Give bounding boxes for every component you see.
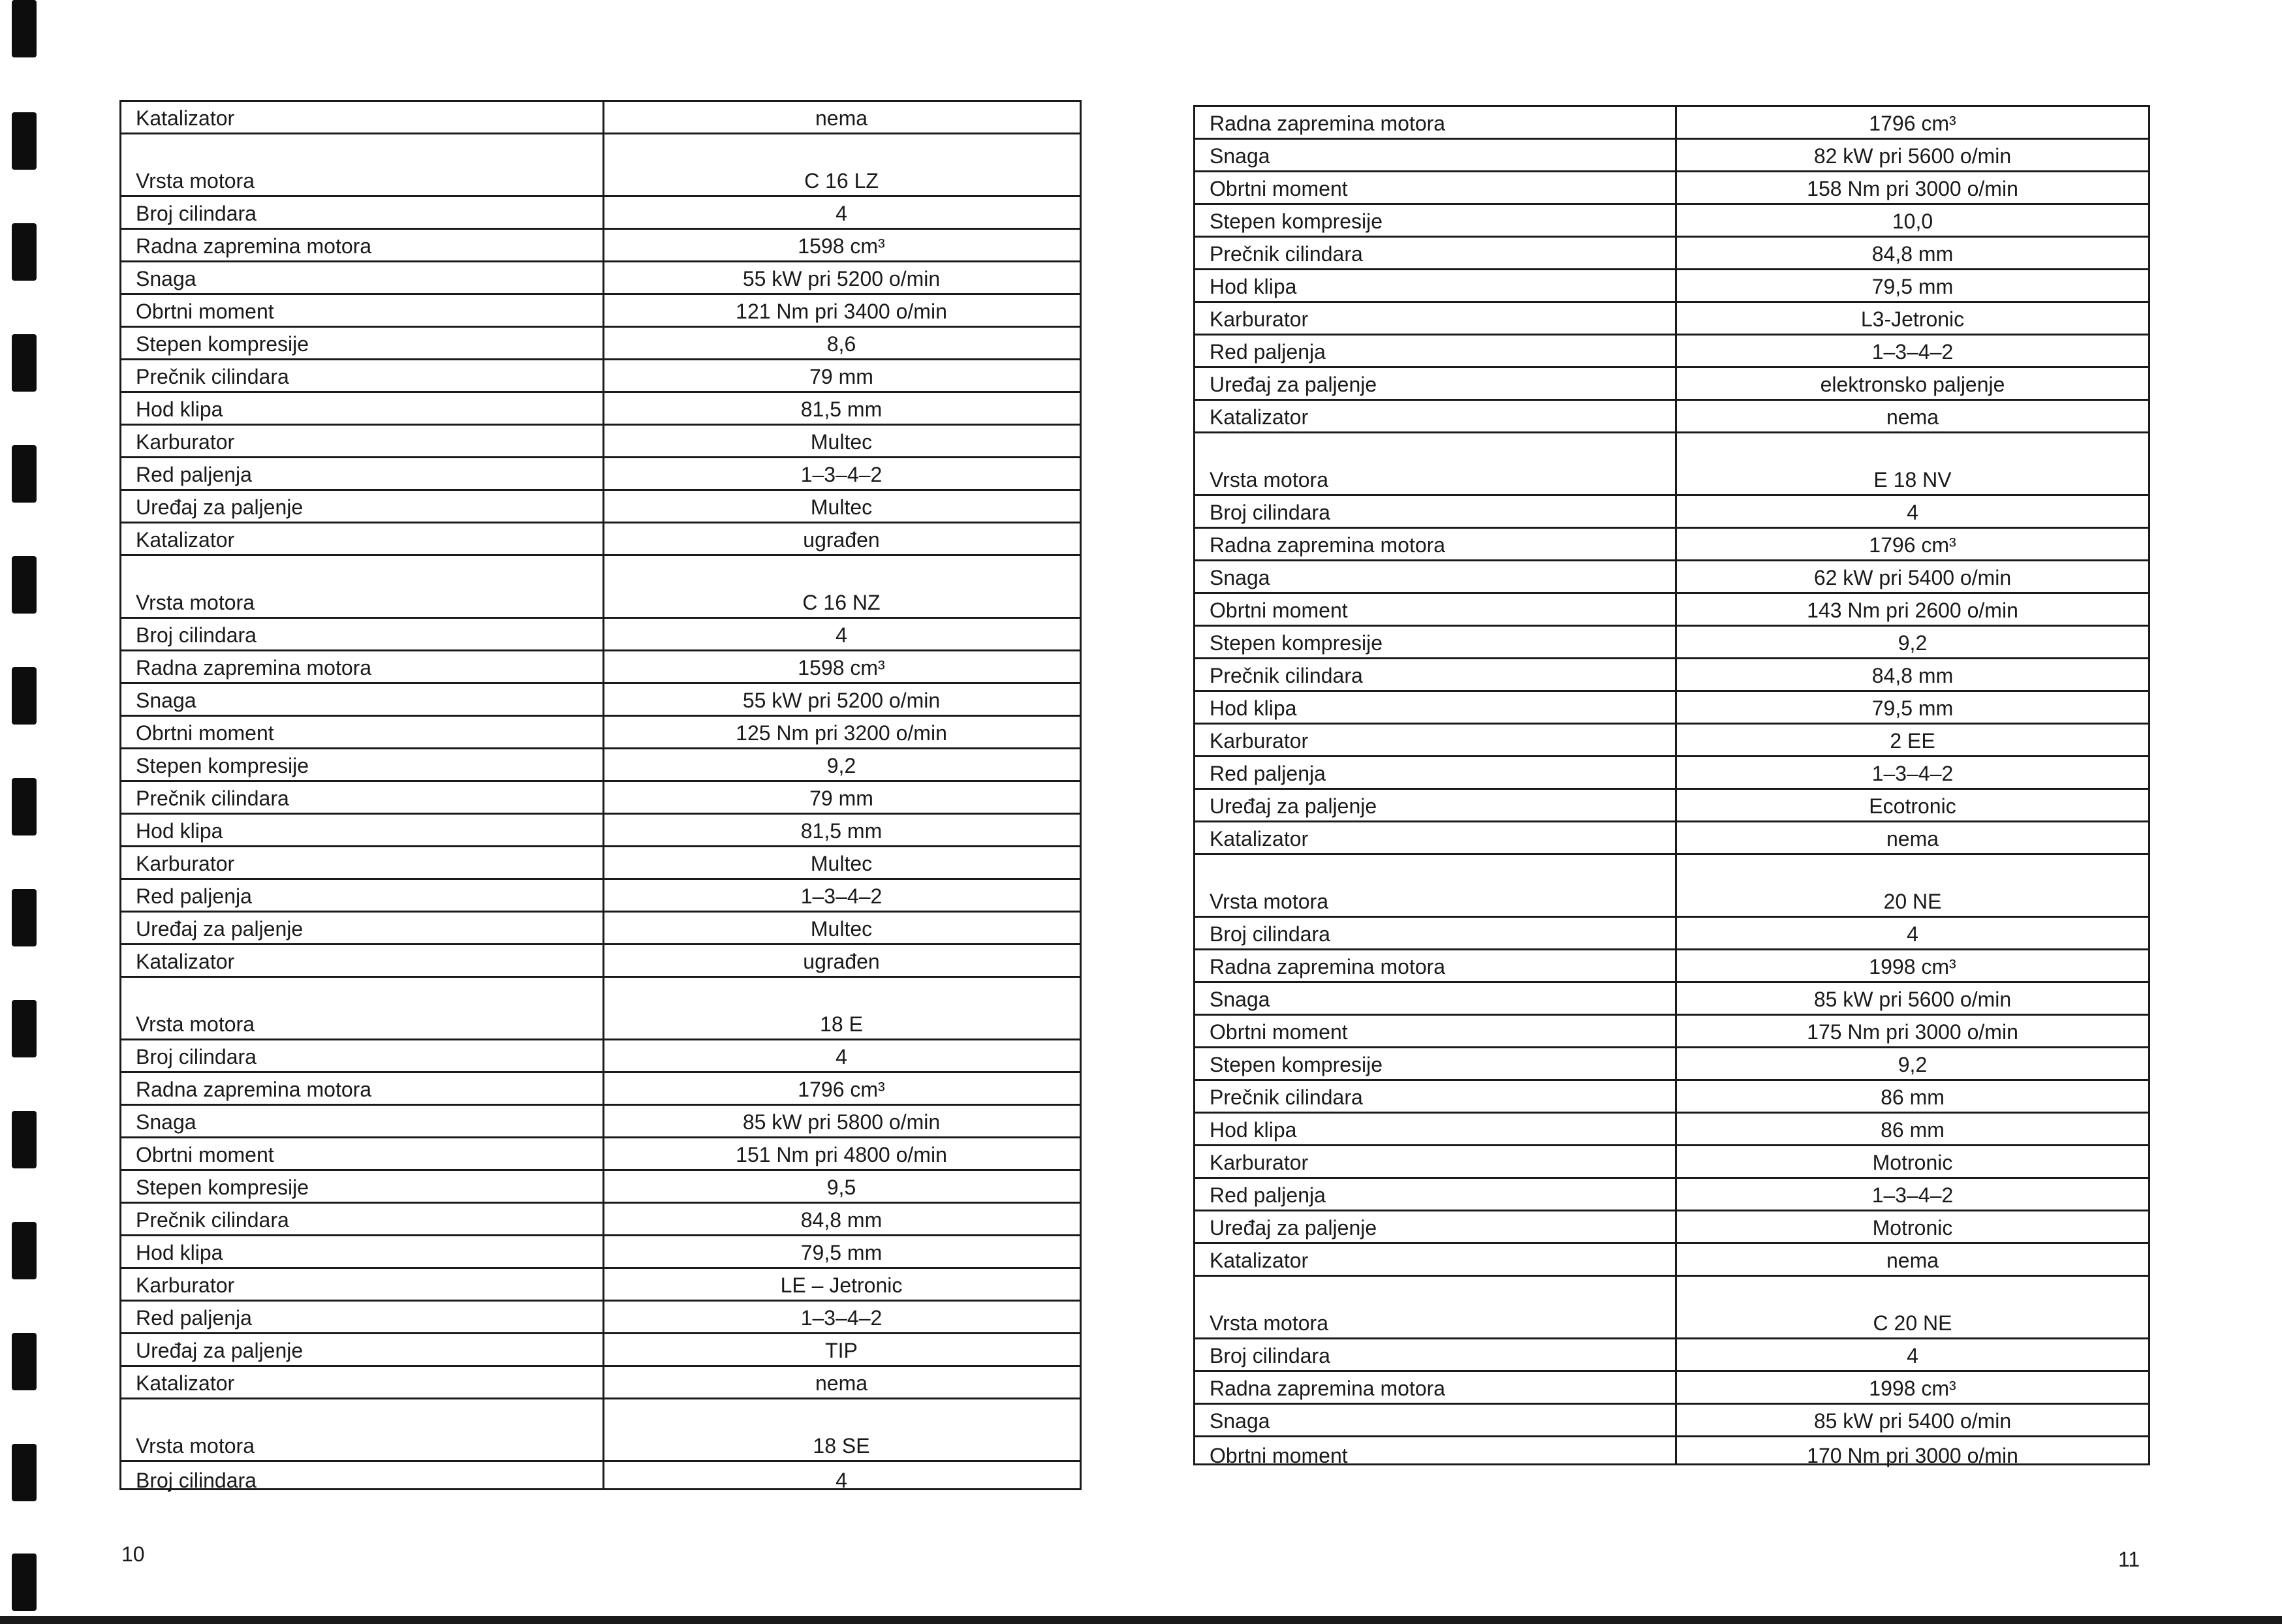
page-number-right: 11 (2118, 1548, 2140, 1571)
spec-label: Vrsta motora (136, 591, 255, 614)
spec-value: ugrađen (803, 528, 880, 552)
spec-row (121, 1334, 1080, 1367)
spec-label: Vrsta motora (136, 169, 255, 193)
engine-spec-table-right (1193, 105, 2150, 1465)
spec-label: Radna zapremina motora (1210, 955, 1446, 978)
spec-label: Uređaj za paljenje (136, 495, 304, 519)
spec-label: Obrtni moment (1210, 1020, 1348, 1044)
spec-label: Broj cilindara (136, 1045, 257, 1069)
spec-row (1195, 529, 2148, 561)
spec-label: Broj cilindara (136, 1469, 257, 1492)
spec-label: Katalizator (136, 528, 235, 552)
spec-value: 82 kW pri 5600 o/min (1813, 144, 2012, 168)
page-bottom-edge (0, 1616, 2282, 1624)
spec-row (1195, 594, 2148, 627)
binding-hole (12, 556, 37, 614)
spec-value: Multec (810, 495, 873, 519)
spec-value: 84,8 mm (1871, 242, 1954, 266)
spec-row (121, 1399, 1080, 1462)
spec-label: Karburator (1210, 307, 1309, 331)
spec-label: Red paljenja (1210, 1183, 1326, 1207)
spec-label: Obrtni moment (136, 1143, 274, 1166)
spec-row (1195, 140, 2148, 172)
spec-row (1195, 659, 2148, 692)
spec-row (121, 197, 1080, 230)
spec-value: 85 kW pri 5800 o/min (742, 1110, 941, 1134)
spec-value: 79,5 mm (1871, 275, 1954, 298)
spec-value: C 16 LZ (804, 169, 879, 193)
spec-value: 9,5 (826, 1176, 856, 1199)
spec-label: Radna zapremina motora (136, 234, 372, 258)
spec-label: Red paljenja (136, 1306, 252, 1330)
spec-row (121, 1171, 1080, 1204)
spec-label: Stepen kompresije (1210, 1053, 1383, 1076)
spec-row (121, 1269, 1080, 1302)
spec-row (1195, 692, 2148, 725)
spec-value: 81,5 mm (800, 398, 883, 421)
spec-label: Katalizator (136, 950, 235, 973)
spec-row (121, 1236, 1080, 1269)
spec-value: 158 Nm pri 3000 o/min (1807, 177, 2018, 200)
spec-value: elektronsko paljenje (1820, 373, 2005, 396)
spec-value: 4 (836, 1469, 847, 1492)
spec-value: 1–3–4–2 (1871, 1183, 1954, 1207)
spec-value: 18 E (820, 1012, 863, 1036)
spec-row (1195, 238, 2148, 270)
spec-row (1195, 790, 2148, 822)
spec-label: Radna zapremina motora (1210, 112, 1446, 135)
spec-value: nema (815, 106, 868, 130)
spec-label: Obrtni moment (1210, 1444, 1348, 1467)
binding-hole (12, 889, 37, 946)
spec-row (1195, 336, 2148, 368)
spec-value: 1796 cm³ (1869, 112, 1956, 135)
spec-label: Obrtni moment (136, 300, 274, 323)
spec-row (121, 523, 1080, 556)
spec-value: 1998 cm³ (1869, 955, 1956, 978)
spec-value: 143 Nm pri 2600 o/min (1807, 599, 2018, 622)
spec-row (1195, 822, 2148, 855)
spec-label: Hod klipa (136, 1241, 223, 1264)
spec-row (121, 393, 1080, 426)
spec-value: nema (815, 1371, 868, 1395)
spec-value: 2 EE (1890, 729, 1935, 753)
spec-value: 20 NE (1883, 890, 1942, 913)
spec-value: 125 Nm pri 3200 o/min (736, 721, 947, 745)
spec-label: Red paljenja (136, 463, 252, 486)
spec-label: Broj cilindara (136, 623, 257, 647)
spec-label: Radna zapremina motora (1210, 533, 1446, 557)
spec-row (1195, 855, 2148, 918)
spec-value: 175 Nm pri 3000 o/min (1807, 1020, 2018, 1044)
spec-label: Uređaj za paljenje (1210, 794, 1377, 818)
spec-row (1195, 1277, 2148, 1339)
spec-row (1195, 368, 2148, 401)
spec-value: 55 kW pri 5200 o/min (742, 267, 941, 290)
binding-hole (12, 778, 37, 835)
spec-row (1195, 433, 2148, 496)
spec-value: 4 (836, 1045, 847, 1069)
spec-value: Motronic (1872, 1216, 1953, 1240)
spec-label: Red paljenja (136, 884, 252, 908)
spec-label: Snaga (1210, 144, 1270, 168)
spec-value: 1–3–4–2 (800, 463, 883, 486)
binding-hole (12, 1222, 37, 1279)
spec-label: Prečnik cilindara (136, 787, 289, 810)
spec-row (121, 328, 1080, 360)
spec-value: Motronic (1872, 1151, 1953, 1174)
spec-value: 4 (836, 623, 847, 647)
spec-row (1195, 1016, 2148, 1048)
spec-row (121, 295, 1080, 328)
spec-label: Radna zapremina motora (1210, 1377, 1446, 1400)
binding-hole (12, 1000, 37, 1057)
spec-label: Vrsta motora (1210, 468, 1328, 492)
spec-row (121, 1367, 1080, 1399)
spec-row (121, 847, 1080, 880)
spec-row (1195, 1114, 2148, 1146)
spec-row (1195, 1437, 2148, 1470)
spec-row (121, 978, 1080, 1040)
spec-value: 10,0 (1892, 210, 1933, 233)
spec-label: Katalizator (136, 106, 235, 130)
spec-value: C 20 NE (1873, 1311, 1952, 1335)
spec-value: 86 mm (1881, 1118, 1945, 1142)
spec-label: Hod klipa (1210, 696, 1297, 720)
spec-label: Broj cilindara (1210, 922, 1330, 946)
spec-label: Snaga (136, 1110, 196, 1134)
spec-row (121, 782, 1080, 815)
spec-value: 85 kW pri 5400 o/min (1813, 1409, 2012, 1433)
spec-label: Snaga (1210, 566, 1270, 589)
spec-label: Broj cilindara (1210, 501, 1330, 524)
spec-label: Snaga (1210, 988, 1270, 1011)
spec-row (121, 1138, 1080, 1171)
spec-value: 79,5 mm (1871, 696, 1954, 720)
spec-row (1195, 270, 2148, 303)
spec-label: Uređaj za paljenje (136, 1339, 304, 1362)
spec-value: nema (1886, 827, 1939, 851)
spec-label: Radna zapremina motora (136, 656, 372, 679)
spec-value: 1998 cm³ (1869, 1377, 1956, 1400)
page-number-left: 10 (121, 1542, 145, 1566)
spec-label: Red paljenja (1210, 762, 1326, 785)
spec-label: Obrtni moment (1210, 599, 1348, 622)
spec-row (121, 1204, 1080, 1236)
spec-label: Snaga (136, 689, 196, 712)
spec-row (1195, 950, 2148, 983)
spec-value: 86 mm (1881, 1085, 1945, 1109)
spec-row (1195, 561, 2148, 594)
spec-row (1195, 1339, 2148, 1372)
spec-row (121, 684, 1080, 717)
spec-value: 8,6 (826, 332, 856, 356)
spec-row (1195, 1179, 2148, 1211)
spec-label: Uređaj za paljenje (1210, 1216, 1377, 1240)
spec-value: 9,2 (1898, 631, 1928, 655)
spec-row (121, 1106, 1080, 1138)
spec-row (1195, 1146, 2148, 1179)
spec-row (121, 619, 1080, 651)
spec-value: 170 Nm pri 3000 o/min (1807, 1444, 2018, 1467)
spec-value: nema (1886, 405, 1939, 429)
spec-value: 79 mm (809, 365, 873, 388)
spec-value: C 16 NZ (802, 591, 881, 614)
spec-label: Stepen kompresije (136, 754, 309, 777)
spec-value: 85 kW pri 5600 o/min (1813, 988, 2012, 1011)
spec-label: Katalizator (136, 1371, 235, 1395)
binding-hole (12, 1333, 37, 1390)
spec-row (121, 134, 1080, 197)
spec-row (1195, 725, 2148, 757)
spec-row (121, 1462, 1080, 1495)
spec-label: Stepen kompresije (136, 332, 309, 356)
spec-label: Stepen kompresije (136, 1176, 309, 1199)
spec-row (121, 556, 1080, 619)
spec-row (1195, 401, 2148, 433)
spec-value: 4 (1907, 501, 1918, 524)
spec-row (121, 815, 1080, 847)
spec-label: Karburator (136, 1273, 235, 1297)
spec-label: Stepen kompresije (1210, 210, 1383, 233)
spec-row (1195, 1048, 2148, 1081)
spec-label: Uređaj za paljenje (1210, 373, 1377, 396)
spec-row (121, 360, 1080, 393)
spec-label: Vrsta motora (136, 1434, 255, 1458)
spec-row (1195, 1372, 2148, 1405)
binding-hole (12, 1111, 37, 1168)
spec-row (121, 1040, 1080, 1073)
spec-value: 4 (1907, 1344, 1918, 1367)
spec-label: Katalizator (1210, 1249, 1309, 1272)
spec-label: Vrsta motora (1210, 890, 1328, 913)
spec-label: Karburator (136, 852, 235, 875)
spec-value: 1–3–4–2 (800, 1306, 883, 1330)
spec-label: Red paljenja (1210, 340, 1326, 364)
spec-row (121, 458, 1080, 491)
spec-value: Multec (810, 430, 873, 454)
spec-row (1195, 205, 2148, 238)
spec-row (121, 749, 1080, 782)
spec-value: 1796 cm³ (1869, 533, 1956, 557)
spec-label: Obrtni moment (1210, 177, 1348, 200)
spec-row (1195, 1081, 2148, 1114)
spec-label: Hod klipa (136, 819, 223, 843)
spec-value: 62 kW pri 5400 o/min (1813, 566, 2012, 589)
binding-hole (12, 1444, 37, 1501)
spec-label: Prečnik cilindara (1210, 664, 1363, 687)
spec-row (121, 230, 1080, 262)
spec-value: 1598 cm³ (798, 656, 885, 679)
spec-row (1195, 983, 2148, 1016)
spec-value: 9,2 (826, 754, 856, 777)
spec-value: 9,2 (1898, 1053, 1928, 1076)
spec-label: Stepen kompresije (1210, 631, 1383, 655)
spec-value: 151 Nm pri 4800 o/min (736, 1143, 947, 1166)
spec-row (1195, 107, 2148, 140)
spec-value: 4 (1907, 922, 1918, 946)
spec-label: Radna zapremina motora (136, 1078, 372, 1101)
binding-hole (12, 667, 37, 725)
spec-value: 121 Nm pri 3400 o/min (736, 300, 947, 323)
binding-holes (12, 0, 37, 1624)
spec-label: Hod klipa (136, 398, 223, 421)
spec-label: Uređaj za paljenje (136, 917, 304, 941)
spec-row (1195, 1244, 2148, 1277)
spec-value: 84,8 mm (800, 1208, 883, 1232)
spec-label: Broj cilindara (1210, 1344, 1330, 1367)
spec-value: 1–3–4–2 (800, 884, 883, 908)
spec-label: Hod klipa (1210, 1118, 1297, 1142)
spec-label: Karburator (1210, 1151, 1309, 1174)
spec-label: Snaga (1210, 1409, 1270, 1433)
spec-label: Karburator (136, 430, 235, 454)
spec-value: 1796 cm³ (798, 1078, 885, 1101)
spec-row (121, 651, 1080, 684)
spec-label: Katalizator (1210, 405, 1309, 429)
spec-value: 18 SE (813, 1434, 870, 1458)
spec-label: Prečnik cilindara (136, 1208, 289, 1232)
spec-row (1195, 172, 2148, 205)
spec-value: E 18 NV (1873, 468, 1952, 492)
spec-row (121, 1073, 1080, 1106)
engine-spec-table-left (119, 100, 1082, 1490)
spec-value: nema (1886, 1249, 1939, 1272)
spec-label: Hod klipa (1210, 275, 1297, 298)
spec-value: 4 (836, 202, 847, 225)
spec-label: Prečnik cilindara (1210, 242, 1363, 266)
spec-row (1195, 627, 2148, 659)
spec-value: ugrađen (803, 950, 880, 973)
binding-hole (12, 1554, 37, 1611)
binding-hole (12, 445, 37, 503)
spec-row (121, 426, 1080, 458)
spec-label: Broj cilindara (136, 202, 257, 225)
spec-row (121, 913, 1080, 945)
spec-row (121, 102, 1080, 134)
spec-value: 79,5 mm (800, 1241, 883, 1264)
spec-row (1195, 496, 2148, 529)
spec-label: Snaga (136, 267, 196, 290)
spec-row (1195, 757, 2148, 790)
spec-value: 1598 cm³ (798, 234, 885, 258)
spec-value: Multec (810, 852, 873, 875)
spec-value: 55 kW pri 5200 o/min (742, 689, 941, 712)
spec-label: Karburator (1210, 729, 1309, 753)
spec-value: L3-Jetronic (1860, 307, 1965, 331)
spec-value: Multec (810, 917, 873, 941)
spec-value: TIP (825, 1339, 858, 1362)
spec-label: Vrsta motora (1210, 1311, 1328, 1335)
spec-value: 1–3–4–2 (1871, 340, 1954, 364)
spec-row (121, 1302, 1080, 1334)
binding-hole (12, 0, 37, 57)
spec-label: Katalizator (1210, 827, 1309, 851)
spec-value: Ecotronic (1869, 794, 1956, 818)
spec-value: LE – Jetronic (780, 1273, 903, 1297)
binding-hole (12, 223, 37, 281)
spec-row (121, 945, 1080, 978)
binding-hole (12, 112, 37, 170)
binding-hole (12, 334, 37, 392)
spec-value: 81,5 mm (800, 819, 883, 843)
spec-row (121, 717, 1080, 749)
spec-value: 79 mm (809, 787, 873, 810)
spec-row (1195, 1211, 2148, 1244)
spec-label: Prečnik cilindara (1210, 1085, 1363, 1109)
spec-value: 1–3–4–2 (1871, 762, 1954, 785)
spec-row (1195, 918, 2148, 950)
spec-row (1195, 1405, 2148, 1437)
spec-row (121, 491, 1080, 523)
spec-label: Obrtni moment (136, 721, 274, 745)
spec-value: 84,8 mm (1871, 664, 1954, 687)
spec-row (121, 880, 1080, 913)
spec-label: Prečnik cilindara (136, 365, 289, 388)
spec-row (1195, 303, 2148, 336)
spec-label: Vrsta motora (136, 1012, 255, 1036)
spec-row (121, 262, 1080, 295)
